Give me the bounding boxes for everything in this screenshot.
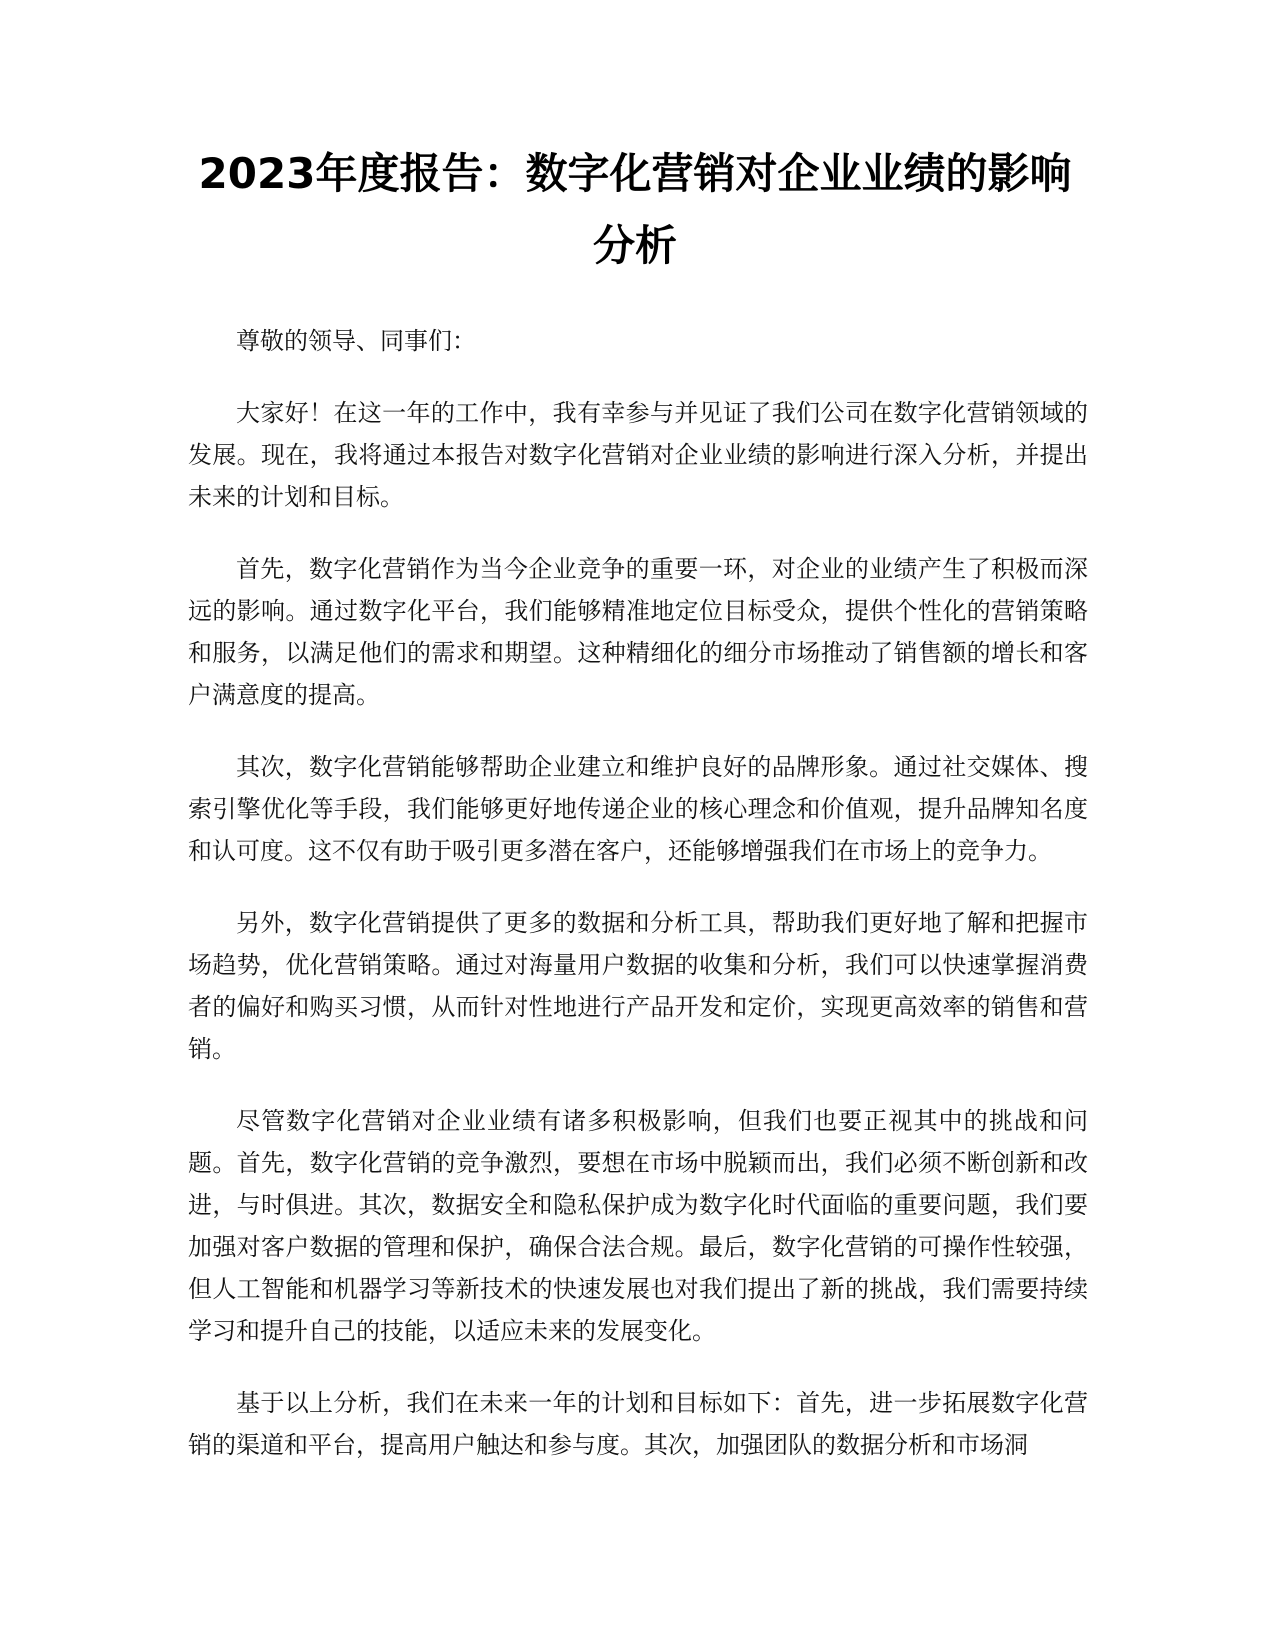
body-paragraph-targeting: 首先，数字化营销作为当今企业竞争的重要一环，对企业的业绩产生了积极而深远的影响。通过数字化平台，我们能够精准地定位目标受众，提供个性化的营销策略和服务，以满足他们的需求和期望。这种精细化的细分市场推动了销售额的增长和客户满意度的提高。 [188, 555, 1088, 709]
body-paragraph-plans: 基于以上分析，我们在未来一年的计划和目标如下：首先，进一步拓展数字化营销的渠道和平台，提高用户触达和参与度。其次，加强团队的数据分析和市场洞 [188, 1389, 1088, 1459]
document-title: 2023年度报告：数字化营销对企业业绩的影响分析 [198, 149, 1072, 270]
document-body [188, 320, 1088, 1496]
body-paragraph-challenges: 尽管数字化营销对企业业绩有诸多积极影响，但我们也要正视其中的挑战和问题。首先，数字化营销的竞争激烈，要想在市场中脱颖而出，我们必须不断创新和改进，与时俱进。其次，数据安全和隐私保护成为数字化时代面临的重要问题，我们要加强对客户数据的管理和保护，确保合法合规。最后，数字化营销的可操作性较强，但人工智能和机器学习等新技术的快速发展也对我们提出了新的挑战，我们需要持续学习和提升自己的技能，以适应未来的发展变化。 [188, 1107, 1088, 1345]
salutation-paragraph: 尊敬的领导、同事们： [236, 327, 476, 355]
body-paragraph-branding: 其次，数字化营销能够帮助企业建立和维护良好的品牌形象。通过社交媒体、搜索引擎优化等手段，我们能够更好地传递企业的核心理念和价值观，提升品牌知名度和认可度。这不仅有助于吸引更多潜在客户，还能够增强我们在市场上的竞争力。 [188, 753, 1088, 865]
intro-paragraph: 大家好！在这一年的工作中，我有幸参与并见证了我们公司在数字化营销领域的发展。现在，我将通过本报告对数字化营销对企业业绩的影响进行深入分析，并提出未来的计划和目标。 [188, 399, 1088, 511]
body-paragraph-data-analysis: 另外，数字化营销提供了更多的数据和分析工具，帮助我们更好地了解和把握市场趋势，优化营销策略。通过对海量用户数据的收集和分析，我们可以快速掌握消费者的偏好和购买习惯，从而针对性地进行产品开发和定价，实现更高效率的销售和营销。 [188, 909, 1088, 1063]
